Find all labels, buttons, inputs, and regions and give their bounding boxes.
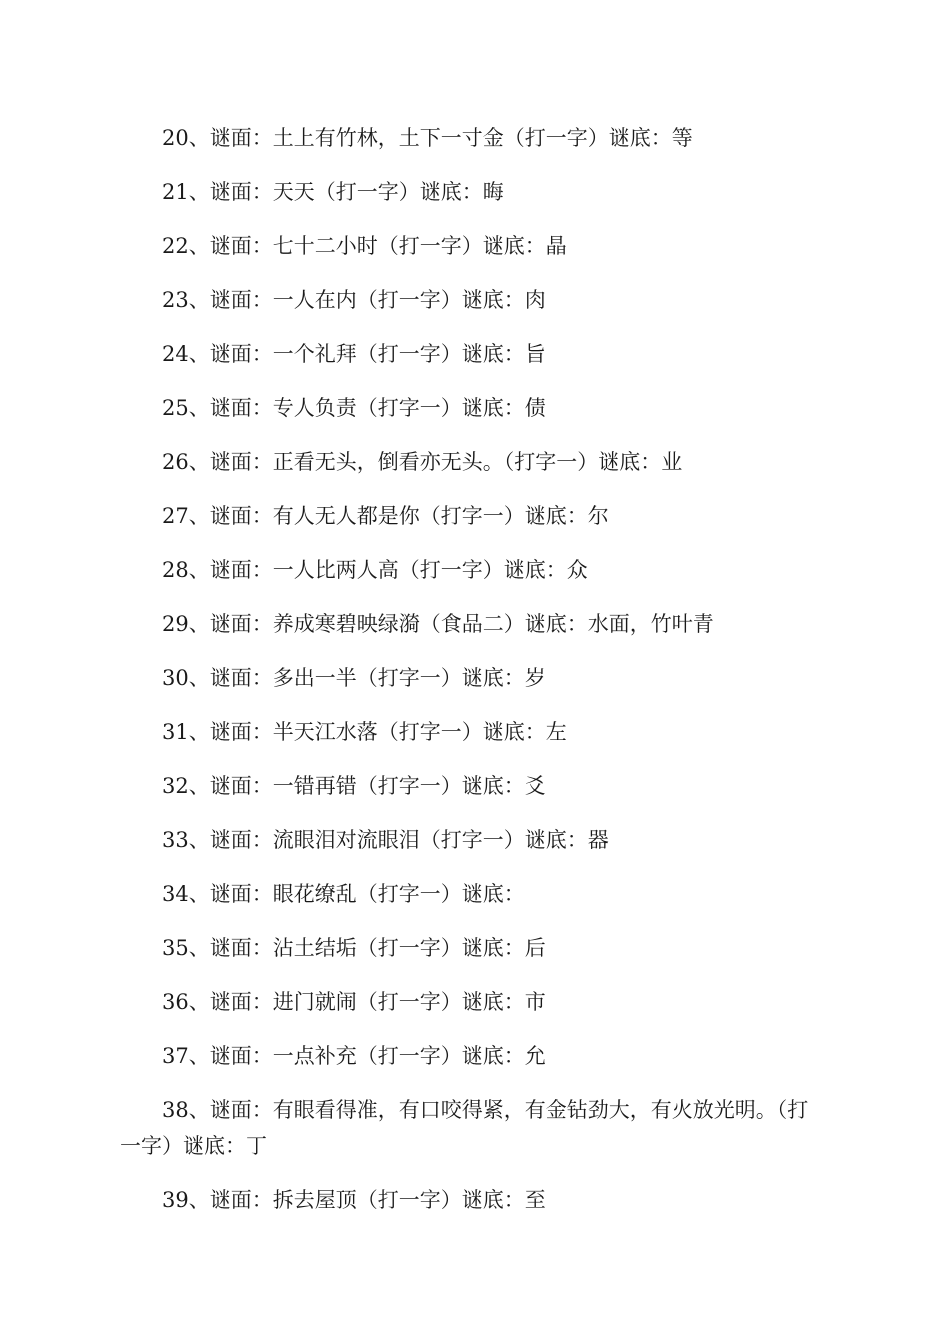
riddle-item: 33、谜面：流眼泪对流眼泪（打字一）谜底：器 — [162, 828, 609, 852]
riddle-item: 23、谜面：一人在内（打一字）谜底：肉 — [162, 288, 546, 312]
riddle-item: 37、谜面：一点补充（打一字）谜底：允 — [162, 1044, 546, 1068]
riddle-item: 32、谜面：一错再错（打字一）谜底：爻 — [162, 774, 546, 798]
riddle-item: 25、谜面：专人负责（打字一）谜底：债 — [162, 396, 546, 420]
riddle-item: 34、谜面：眼花缭乱（打字一）谜底： — [162, 882, 525, 906]
riddle-item: 24、谜面：一个礼拜（打一字）谜底：旨 — [162, 342, 546, 366]
riddle-item: 36、谜面：进门就闹（打一字）谜底：市 — [162, 990, 546, 1014]
riddle-list — [120, 111, 820, 1227]
riddle-item: 28、谜面：一人比两人高（打一字）谜底：众 — [162, 558, 588, 582]
riddle-item: 38、谜面：有眼看得准，有口咬得紧，有金钻劲大，有火放光明。（打一字）谜底：丁 — [120, 1098, 809, 1158]
riddle-item: 39、谜面：拆去屋顶（打一字）谜底：至 — [162, 1188, 546, 1212]
riddle-item: 35、谜面：沾土结垢（打一字）谜底：后 — [162, 936, 546, 960]
riddle-item: 21、谜面：天天（打一字）谜底：晦 — [162, 180, 504, 204]
riddle-item: 22、谜面：七十二小时（打一字）谜底：晶 — [162, 234, 567, 258]
riddle-item: 29、谜面：养成寒碧映绿漪（食品二）谜底：水面，竹叶青 — [162, 612, 714, 636]
riddle-item: 27、谜面：有人无人都是你（打字一）谜底：尔 — [162, 504, 609, 528]
riddle-item: 31、谜面：半天江水落（打字一）谜底：左 — [162, 720, 567, 744]
riddle-item: 26、谜面：正看无头，倒看亦无头。（打字一）谜底：业 — [162, 450, 683, 474]
riddle-item: 20、谜面：土上有竹林，土下一寸金（打一字）谜底：等 — [162, 126, 693, 150]
riddle-item: 30、谜面：多出一半（打字一）谜底：岁 — [162, 666, 546, 690]
